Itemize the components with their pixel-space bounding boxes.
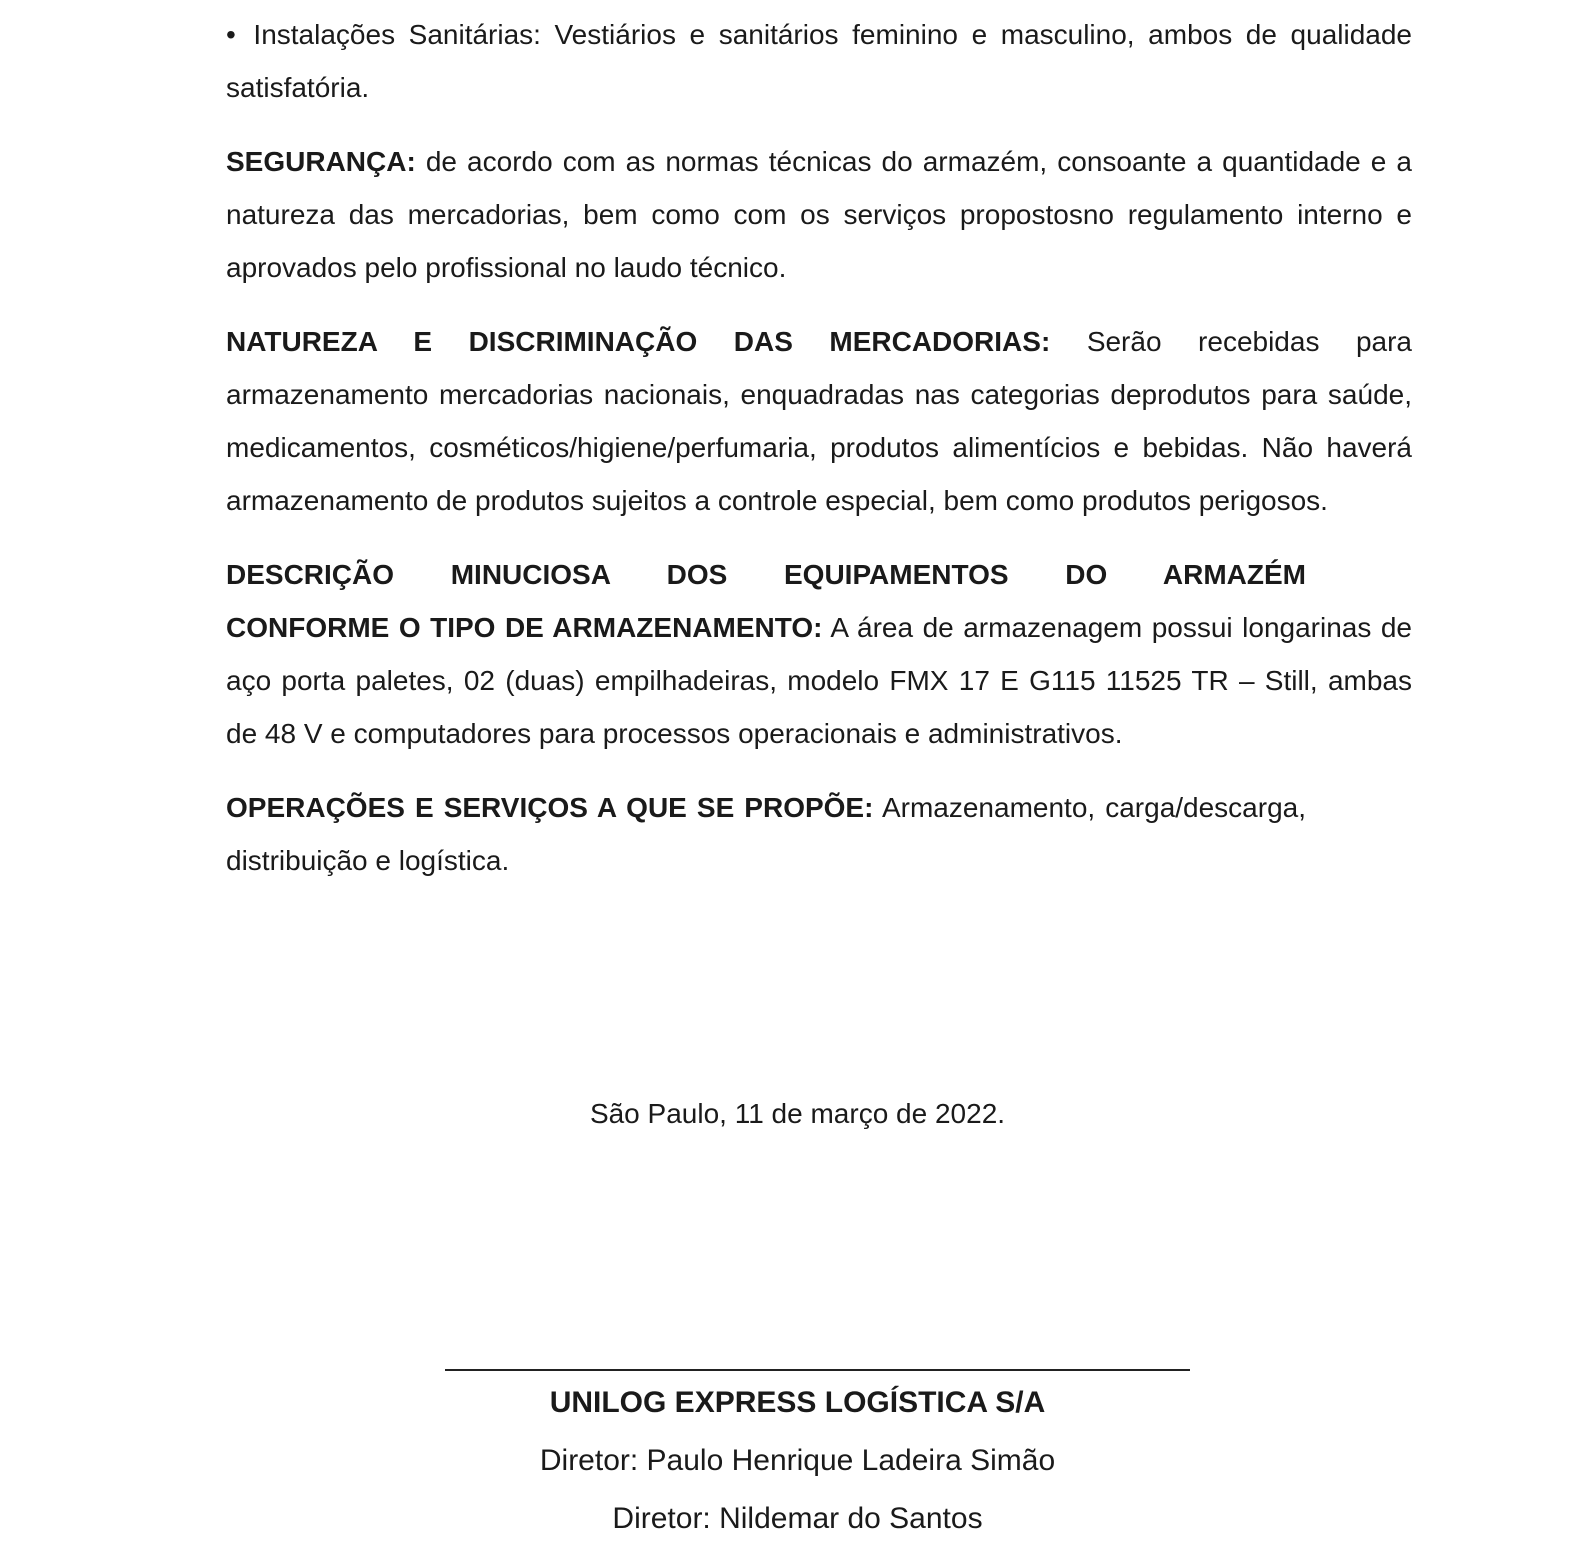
company-name: UNILOG EXPRESS LOGÍSTICA S/A [549, 1386, 1046, 1419]
security-label: SEGURANÇA: [226, 146, 416, 177]
sanitary-facilities-paragraph [226, 8, 1412, 114]
goods-nature-label: NATUREZA E DISCRIMINAÇÃO DAS MERCADORIAS: [226, 326, 1051, 357]
goods-nature-text: Serão recebidas para armazenamento mercadorias nacionais, enquadradas nas categorias deprodutos para saúde, medicamentos, cosméticos/higiene/perfumaria, produtos alimentícios e bebidas. Não haverá armazenamento de produtos sujeitos a controle especial, bem como produtos perigosos. [226, 326, 1413, 516]
security-text: de acordo com as normas técnicas do armazém, consoante a quantidade e a natureza das mercadorias, bem como com os serviços propostosno regulamento interno e aprovados pelo profissional no laudo técnico. [226, 146, 1412, 283]
equipment-label-line1: DESCRIÇÃO MINUCIOSA DOS EQUIPAMENTOS DO ARMAZÉM [226, 559, 1306, 590]
director-paulo: Diretor: Paulo Henrique Ladeira Simão [539, 1444, 1056, 1477]
document-body [226, 8, 1412, 908]
bullet-icon: • [226, 19, 236, 50]
equipment-body [226, 601, 1412, 760]
operations-paragraph [226, 781, 1306, 887]
goods-nature-paragraph [226, 315, 1412, 527]
security-paragraph [226, 135, 1412, 294]
document-date: São Paulo, 11 de março de 2022. [589, 1098, 1006, 1129]
equipment-label-line2: CONFORME O TIPO DE ARMAZENAMENTO: [226, 612, 823, 643]
sanitary-facilities-text: Instalações Sanitárias: Vestiários e sanitários feminino e masculino, ambos de qualidade satisfatória. [226, 19, 1412, 103]
operations-text: Armazenamento, carga/descarga, distribuição e logística. [226, 792, 1307, 876]
equipment-paragraph [226, 548, 1412, 760]
operations-label: OPERAÇÕES E SERVIÇOS A QUE SE PROPÕE: [226, 792, 874, 823]
director-nildemar: Diretor: Nildemar do Santos [612, 1502, 983, 1535]
signature-line [445, 1369, 1190, 1371]
equipment-text: A área de armazenagem possui longarinas de aço porta paletes, 02 (duas) empilhadeiras, modelo FMX 17 E G115 11525 TR – Still, ambas de 48 V e computadores para processos operacionais e administrativos. [226, 612, 1412, 749]
